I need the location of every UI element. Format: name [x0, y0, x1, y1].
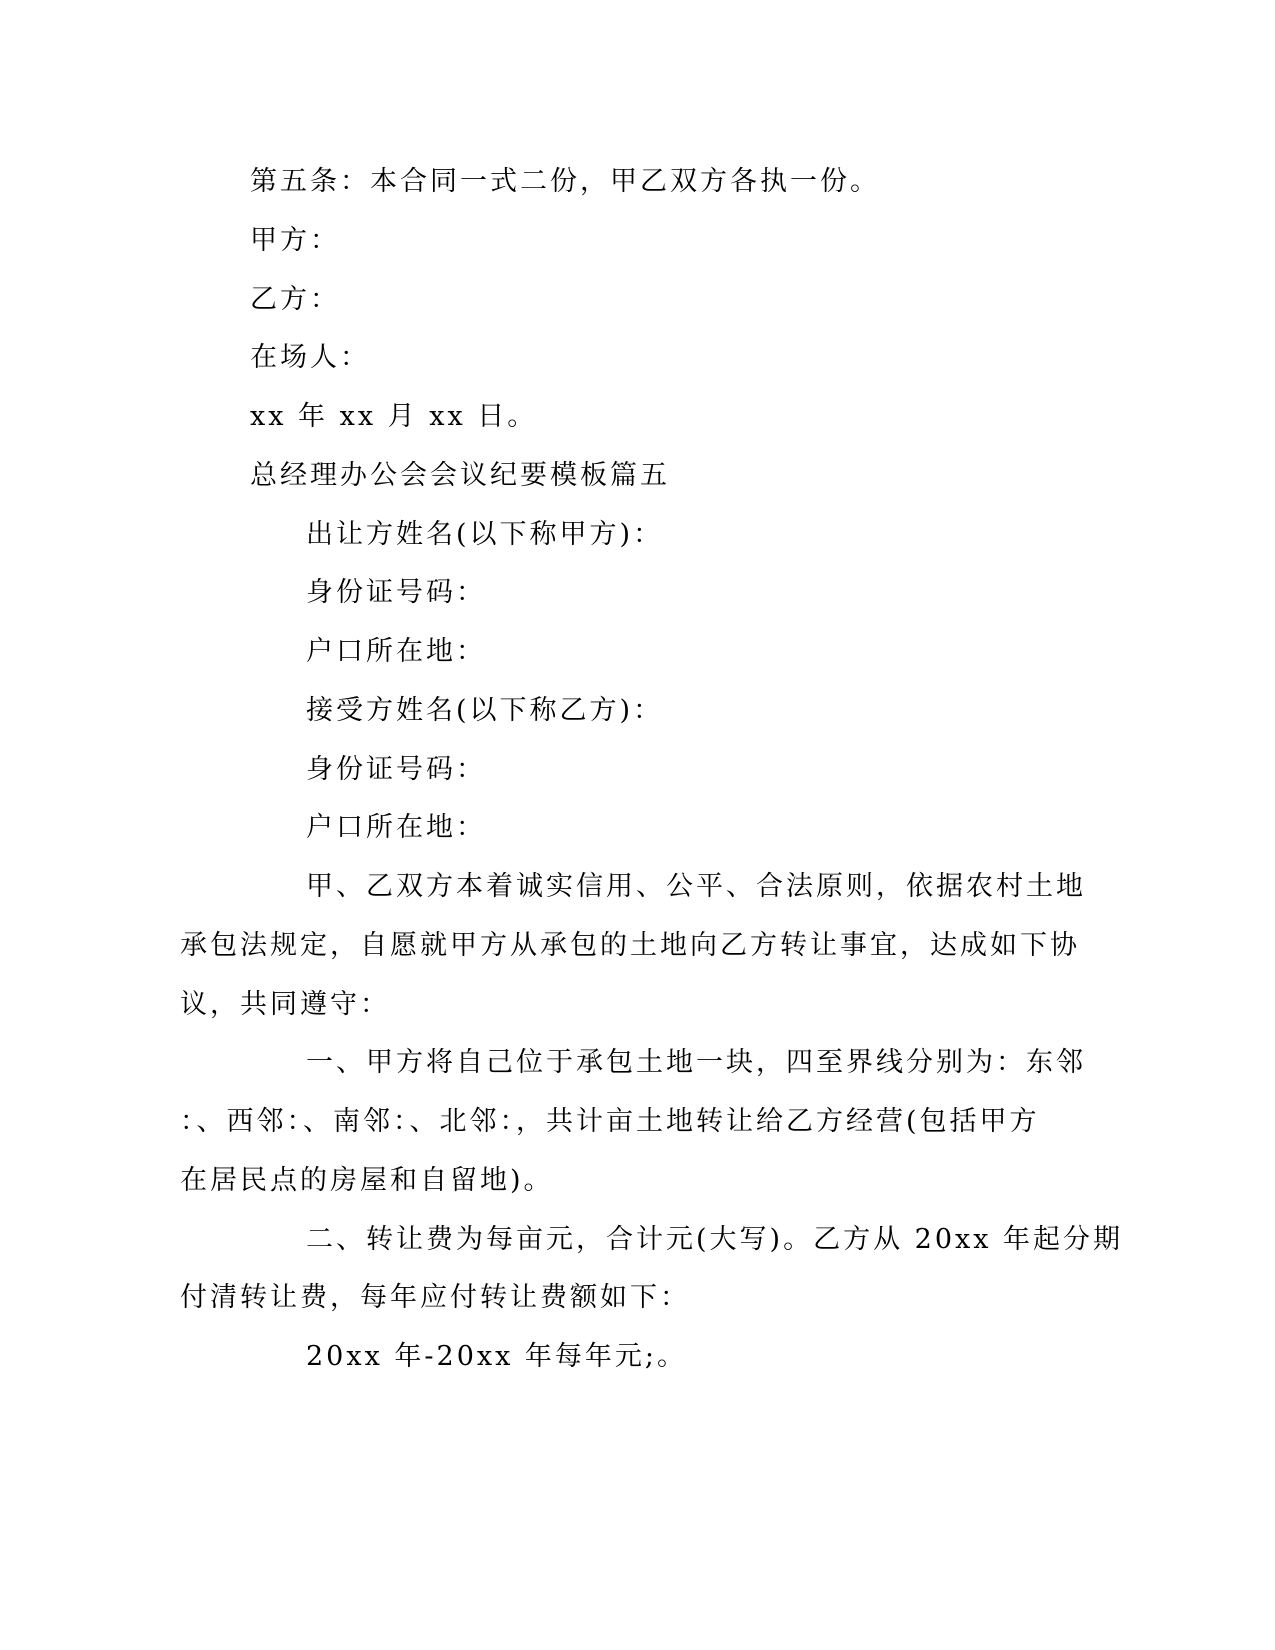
transferee-residence-line: 户口所在地：	[306, 812, 486, 843]
clause-five-line: 第五条：本合同一式二份，甲乙双方各执一份。	[250, 166, 880, 197]
party-a-signature-line: 甲方：	[250, 225, 340, 256]
article-two-line-1: 二、转让费为每亩元，合计元(大写)。乙方从 20xx 年起分期	[306, 1224, 1124, 1255]
witness-line: 在场人：	[250, 342, 370, 373]
section-heading: 总经理办公会会议纪要模板篇五	[250, 460, 670, 491]
article-one-line-2: ：、西邻：、南邻：、北邻：，共计亩土地转让给乙方经营(包括甲方	[180, 1106, 1040, 1137]
transferor-name-line: 出让方姓名(以下称甲方)：	[306, 519, 664, 550]
party-b-signature-line: 乙方：	[250, 284, 340, 315]
transferor-id-line: 身份证号码：	[306, 577, 486, 608]
preamble-line-2: 承包法规定，自愿就甲方从承包的土地向乙方转让事宜，达成如下协	[180, 930, 1080, 961]
transferee-id-line: 身份证号码：	[306, 754, 486, 785]
date-line: xx 年 xx 月 xx 日。	[250, 401, 538, 432]
payment-schedule-line: 20xx 年-20xx 年每年元;。	[306, 1341, 688, 1372]
preamble-line-1: 甲、乙双方本着诚实信用、公平、合法原则，依据农村土地	[306, 871, 1086, 902]
transferee-name-line: 接受方姓名(以下称乙方)：	[306, 695, 664, 726]
article-one-line-1: 一、甲方将自己位于承包土地一块，四至界线分别为：东邻	[306, 1047, 1086, 1078]
preamble-line-3: 议，共同遵守：	[180, 989, 390, 1020]
article-one-line-3: 在居民点的房屋和自留地)。	[180, 1165, 554, 1196]
article-two-line-2: 付清转让费，每年应付转让费额如下：	[180, 1282, 690, 1313]
transferor-residence-line: 户口所在地：	[306, 636, 486, 667]
